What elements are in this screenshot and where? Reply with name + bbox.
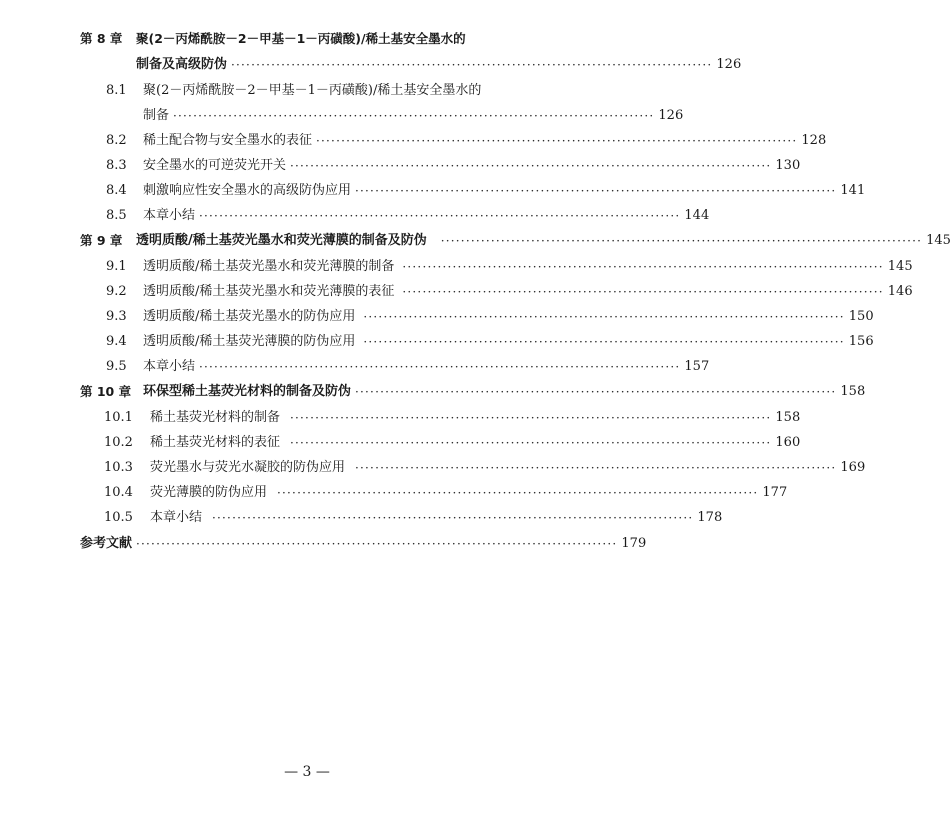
section-title: 透明质酸/稀土基荧光墨水和荧光薄膜的制备 <box>143 259 395 274</box>
chapter-number: 第 8 章 <box>80 31 123 46</box>
section-title: 本章小结 <box>143 208 196 223</box>
section-title: 聚(2－丙烯酰胺－2－甲基－1－丙磺酸)/稀土基安全墨水的 <box>143 83 482 98</box>
leader-dots: ································································································ <box>212 511 694 525</box>
leader-dots: ································································································ <box>173 109 655 123</box>
leader-dots: ································································································ <box>355 461 837 475</box>
chapter-10-heading[interactable] <box>0 382 866 402</box>
section-number: 9.4 <box>106 334 127 349</box>
section-9-2[interactable] <box>0 282 913 302</box>
section-title: 稀土基荧光材料的表征 <box>150 435 281 450</box>
section-number: 8.5 <box>106 208 127 223</box>
section-title: 安全墨水的可逆荧光开关 <box>143 158 287 173</box>
section-number: 10.4 <box>104 485 133 500</box>
page-ref: 146 <box>887 284 913 299</box>
section-number: 8.3 <box>106 158 127 173</box>
toc-entry[interactable] <box>0 106 684 126</box>
section-9-3[interactable] <box>0 307 874 327</box>
section-title: 稀土基荧光材料的制备 <box>150 410 281 425</box>
page-ref: 160 <box>775 435 801 450</box>
section-title: 稀土配合物与安全墨水的表征 <box>143 133 313 148</box>
page-number-footer: — 3 — <box>284 764 330 780</box>
chapter-title-cont: 制备及高级防伪 <box>136 57 228 72</box>
leader-dots: ································································································ <box>402 285 884 299</box>
page-ref: 158 <box>840 384 866 399</box>
section-title: 透明质酸/稀土基荧光薄膜的防伪应用 <box>143 334 356 349</box>
section-title: 透明质酸/稀土基荧光墨水和荧光薄膜的表征 <box>143 284 395 299</box>
page-ref: 145 <box>926 233 951 248</box>
section-number: 8.2 <box>106 133 127 148</box>
section-number: 8.1 <box>106 83 127 98</box>
page-ref: 179 <box>621 536 647 551</box>
chapter-9-heading[interactable] <box>0 231 951 251</box>
chapter-8-heading <box>0 29 614 49</box>
section-title-cont: 制备 <box>143 108 170 123</box>
section-8-1[interactable] <box>0 81 614 101</box>
section-title: 本章小结 <box>143 359 196 374</box>
page-ref: 126 <box>658 108 684 123</box>
section-number: 9.1 <box>106 259 127 274</box>
section-10-3[interactable] <box>0 458 866 478</box>
leader-dots: ································································································ <box>402 260 884 274</box>
page-ref: 150 <box>848 309 874 324</box>
leader-dots: ································································································ <box>199 360 681 374</box>
section-8-5[interactable] <box>0 206 710 226</box>
section-9-5[interactable] <box>0 357 710 377</box>
page-ref: 144 <box>684 208 710 223</box>
chapter-number: 第 10 章 <box>80 384 132 399</box>
section-title: 刺激响应性安全墨水的高级防伪应用 <box>143 183 352 198</box>
page-ref: 178 <box>697 510 723 525</box>
leader-dots: ································································································ <box>290 159 772 173</box>
leader-dots: ································································································ <box>316 134 798 148</box>
references-entry[interactable] <box>0 534 647 554</box>
section-title: 荧光墨水与荧光水凝胶的防伪应用 <box>150 460 346 475</box>
section-8-3[interactable] <box>0 156 801 176</box>
page-ref: 145 <box>887 259 913 274</box>
section-8-2[interactable] <box>0 131 827 151</box>
section-9-4[interactable] <box>0 332 874 352</box>
leader-dots: ································································································ <box>363 310 845 324</box>
page-ref: 158 <box>775 410 801 425</box>
section-10-4[interactable] <box>0 483 788 503</box>
section-number: 9.2 <box>106 284 127 299</box>
leader-dots: ································································································ <box>290 436 772 450</box>
page-ref: 177 <box>762 485 788 500</box>
page-ref: 126 <box>716 57 742 72</box>
chapter-title: 聚(2－丙烯酰胺－2－甲基－1－丙磺酸)/稀土基安全墨水的 <box>136 31 466 46</box>
references-title: 参考文献 <box>80 536 133 551</box>
page-ref: 156 <box>848 334 874 349</box>
leader-dots: ································································································ <box>363 335 845 349</box>
toc-entry[interactable] <box>0 55 742 75</box>
leader-dots: ································································································ <box>440 234 923 248</box>
section-number: 10.2 <box>104 435 133 450</box>
section-10-1[interactable] <box>0 408 801 428</box>
page-ref: 128 <box>801 133 827 148</box>
chapter-number: 第 9 章 <box>80 233 123 248</box>
section-number: 10.1 <box>104 410 133 425</box>
section-title: 荧光薄膜的防伪应用 <box>150 485 268 500</box>
leader-dots: ································································································ <box>355 385 837 399</box>
page-ref: 157 <box>684 359 710 374</box>
section-10-5[interactable] <box>0 508 723 528</box>
section-title: 本章小结 <box>150 510 203 525</box>
section-9-1[interactable] <box>0 257 913 277</box>
leader-dots: ································································································ <box>231 58 713 72</box>
section-8-4[interactable] <box>0 181 866 201</box>
section-number: 10.3 <box>104 460 133 475</box>
section-10-2[interactable] <box>0 433 801 453</box>
leader-dots: ································································································ <box>199 209 681 223</box>
chapter-title: 透明质酸/稀土基荧光墨水和荧光薄膜的制备及防伪 <box>136 233 427 248</box>
section-number: 9.5 <box>106 359 127 374</box>
leader-dots: ································································································ <box>355 184 837 198</box>
chapter-title: 环保型稀土基荧光材料的制备及防伪 <box>143 384 352 399</box>
page-ref: 169 <box>840 460 866 475</box>
section-title: 透明质酸/稀土基荧光墨水的防伪应用 <box>143 309 356 324</box>
leader-dots: ································································································ <box>136 537 618 551</box>
leader-dots: ································································································ <box>277 486 759 500</box>
section-number: 8.4 <box>106 183 127 198</box>
section-number: 9.3 <box>106 309 127 324</box>
leader-dots: ································································································ <box>290 411 772 425</box>
page-ref: 130 <box>775 158 801 173</box>
page-ref: 141 <box>840 183 866 198</box>
section-number: 10.5 <box>104 510 133 525</box>
